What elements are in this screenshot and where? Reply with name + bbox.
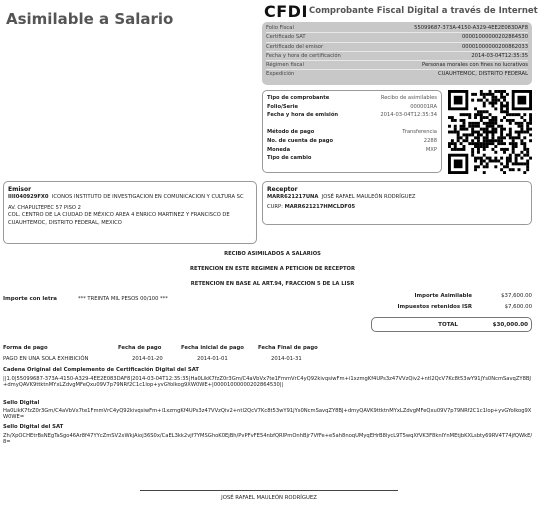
cfdi-logo: CFDI	[264, 2, 308, 21]
fiscal-label: Expedición	[266, 71, 295, 78]
amount-in-words: *** TREINTA MIL PESOS 00/100 ***	[78, 296, 168, 302]
totals-value: $7,600.00	[504, 304, 532, 310]
fiscal-value: 2014-03-04T12:35:35	[471, 52, 528, 59]
totals-block	[372, 291, 532, 313]
fecha-inicial-value: 2014-01-01	[197, 356, 228, 362]
receptor-title: Receptor	[267, 186, 298, 193]
fecha-inicial-label: Fecha inicial de pago	[181, 345, 244, 351]
forma-pago-value: PAGO EN UNA SOLA EXHIBICIÓN	[3, 356, 89, 362]
totals-label: Importe Asimilable	[414, 293, 472, 299]
sello-digital-title: Sello Digital	[3, 400, 40, 406]
fiscal-label: Fecha y hora de certificación	[266, 52, 341, 59]
fiscal-value: Personas morales con fines no lucrativos	[422, 62, 528, 69]
forma-pago-label: Forma de pago	[3, 345, 48, 351]
sello-digital-text: Ha0LikK7fzZ0r3Gm/C4aVbVx7te1FmmVrC4yQ92kivqsiwFm+i1xzmgKf4UPs3z47VVzQiv2+ntl2QcV7Kc8t53wY91jYs0NcmSavqZY8BJ+dmyQAVK9ttktnMYxLZdvgMFeQxu09V7p79NRf2C1c1lop+yvGYoIkog9XW0WE=	[3, 408, 532, 421]
totals-row-isr	[372, 302, 532, 313]
emisor-panel	[3, 181, 257, 244]
emisor-address-line2: COL. CENTRO DE LA CIUDAD DE MÉXICO AREA 4 ENRICO MARTINEZ Y FRANCISCO DE CUAUHTEMOC, DISTRITO FEDERAL, MEXICO	[8, 212, 230, 226]
comprobante-row-moneda	[267, 146, 437, 155]
comprobante-row-cuenta	[267, 137, 437, 146]
emisor-name: ICONOS INSTITUTO DE INVESTIGACION EN COMUNICACION Y CULTURA SC	[51, 194, 244, 200]
note-retencion-articulo: RETENCION EN BASE AL ART.94, FRACCION 5 DE LA LISR	[190, 281, 355, 287]
fiscal-value: 00001000000200862033	[461, 43, 528, 50]
emisor-identity	[8, 194, 252, 201]
field-label: Método de pago	[267, 129, 315, 136]
comprobante-row-cambio	[267, 154, 437, 163]
signature-name: JOSÉ RAFAEL MAULEÓN RODRÍGUEZ	[221, 495, 317, 501]
field-value: 2014-03-04T12:35:34	[380, 112, 437, 119]
fiscal-value: 55099687-373A-4150-A329-4EE2E083DAF8	[414, 25, 528, 31]
total-box	[371, 317, 532, 332]
totals-label: Impuestos retenidos ISR	[397, 304, 472, 310]
field-value: Recibo de asimilables	[380, 95, 437, 101]
receptor-curp-row	[267, 204, 527, 211]
sello-sat-title: Sello Digital del SAT	[3, 424, 64, 430]
receptor-rfc: MARR621217UNA	[267, 194, 319, 200]
note-recibo: RECIBO ASIMILADOS A SALARIOS	[224, 251, 321, 257]
total-label: TOTAL	[438, 321, 458, 328]
curp-label: CURP:	[267, 204, 283, 211]
fiscal-row-fecha	[266, 52, 528, 61]
fecha-final-label: Fecha Final de pago	[258, 345, 318, 351]
receptor-name: JOSÉ RAFAEL MAULEÓN RODRÍGUEZ	[321, 194, 416, 200]
comprobante-row-metodo	[267, 128, 437, 137]
receptor-identity	[267, 194, 527, 201]
totals-value: $37,600.00	[501, 293, 532, 299]
fecha-final-value: 2014-01-31	[271, 356, 302, 362]
fiscal-value: CUAUHTEMOC, DISTRITO FEDERAL	[438, 71, 528, 78]
signature-line	[140, 490, 398, 491]
emisor-address-line1: AV. CHAPULTEPEC 57 PISO 2	[8, 205, 81, 212]
fiscal-info-box	[262, 22, 532, 85]
fiscal-row-regimen	[266, 61, 528, 70]
comprobante-row-tipo	[267, 94, 437, 103]
field-label: Moneda	[267, 146, 291, 153]
field-label: Tipo de comprobante	[267, 95, 330, 101]
field-label: No. de cuenta de pago	[267, 137, 334, 144]
fiscal-row-expedicion	[266, 70, 528, 78]
fiscal-label: Folio Fiscal	[266, 25, 294, 31]
fecha-pago-label: Fecha de pago	[118, 345, 162, 351]
comprobante-row-fecha	[267, 111, 437, 120]
field-label: Tipo de cambio	[267, 155, 312, 162]
total-value: $30,000.00	[492, 321, 528, 328]
fiscal-label: Certificado del emisor	[266, 43, 324, 50]
cfdi-subtitle: Comprobante Fiscal Digital a través de Internet	[309, 6, 538, 16]
comprobante-row-folio	[267, 103, 437, 112]
amount-label: Importe con letra	[3, 296, 58, 302]
note-retencion-peticion: RETENCION EN ESTE REGIMEN A PETICION DE RECEPTOR	[190, 266, 355, 272]
fecha-pago-value: 2014-01-20	[132, 356, 163, 362]
fiscal-label: Régimen fiscal	[266, 62, 304, 69]
fiscal-row-folio	[266, 24, 528, 33]
emisor-title: Emisor	[8, 186, 32, 193]
field-value: MXP	[425, 146, 437, 153]
field-label: Folio/Serie	[267, 103, 299, 110]
totals-row-importe	[372, 291, 532, 302]
emisor-rfc: IIII040929FX0	[8, 194, 49, 200]
cadena-original-text: ||1.0|55099687-373A-4150-A329-4EE2E083DAF8|2014-03-04T12:35:35|Ha0LikK7fzZ0r3Gm/C4aVbVx7te1FmmVrC4yQ92kivqsiwFm+i1xzmgKf4UPs3z47VVzQiv2+ntl2QcV7Kc8t53wY91jYs0NcmSavqZY8BJ+dmyQAVK9ttktnMYxLZdvgMFeQxu09V7p79NRf2C1c1lop+yvGYoIkog9XW0WE+|00001000000202864530||	[3, 376, 531, 389]
sello-sat-text: Zh/XpOCHEtrBsNEgTaSgo46Ar8f47YYcZmSV2xWkjAioj36S0x/CaEL3kk2vjf7YMSGhoK0EjBh/PvPFvFE54nbfQRIPmOnhBjr7VfFe+e5ah8noqUMyqEHrB8lycL9T5wqXfVK3F8knIYnMEtjbKXLsbty69RV4T74jfQWkE/8=	[3, 433, 533, 446]
document-title: Asimilable a Salario	[6, 10, 174, 28]
cadena-original-title: Cadena Original del Complemento de Certificación Digital del SAT	[3, 367, 200, 373]
field-value: 000001RA	[410, 103, 437, 110]
field-value: Transferencia	[402, 129, 437, 136]
receptor-curp: MARR621217HMCLDF05	[284, 204, 356, 211]
fiscal-value: 00001000000202864530	[461, 34, 528, 41]
field-label: Fecha y hora de emisión	[267, 112, 339, 119]
comprobante-box	[262, 90, 442, 173]
fiscal-row-cert-sat	[266, 33, 528, 42]
field-value: 2288	[423, 137, 437, 144]
fiscal-label: Certificado SAT	[266, 34, 306, 41]
fiscal-row-cert-emisor	[266, 43, 528, 52]
qr-code	[448, 90, 532, 174]
receptor-panel	[262, 181, 532, 225]
